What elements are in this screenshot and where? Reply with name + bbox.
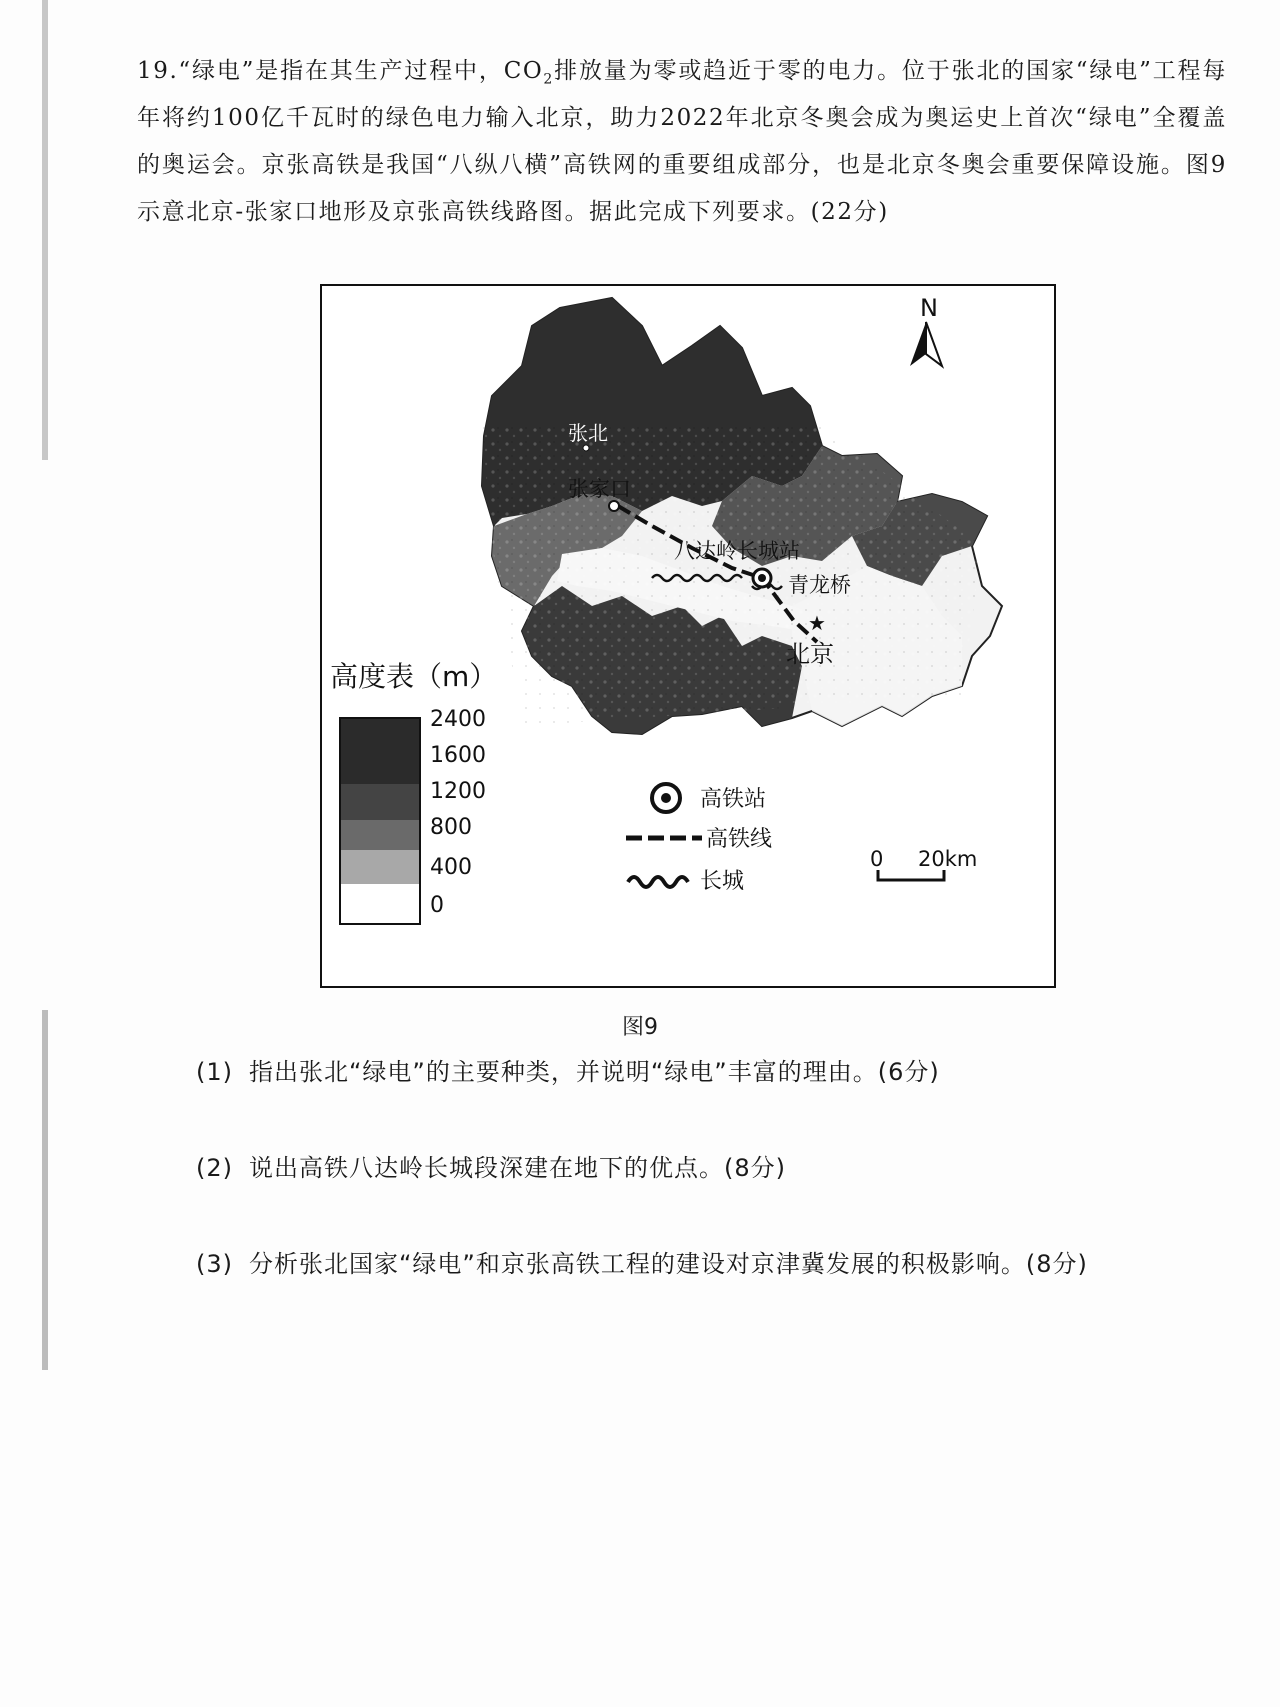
elevation-tick: 400 — [430, 855, 472, 880]
legend-great-wall-label: 长城 — [700, 869, 745, 894]
station-legend-icon-center — [661, 793, 671, 803]
elevation-band — [340, 718, 420, 784]
north-label: N — [920, 294, 938, 322]
zhangjiakou-point — [609, 501, 619, 511]
label-zhangjiakou: 张家口 — [568, 477, 631, 501]
elevation-band — [340, 820, 420, 850]
sub-question-1: (1) 指出张北“绿电”的主要种类，并说明“绿电”丰富的理由。(6分) — [196, 1058, 940, 1086]
scan-edge-mark — [42, 1010, 48, 1370]
elevation-band — [340, 850, 420, 884]
elevation-band — [340, 884, 420, 924]
scan-edge-mark — [42, 0, 48, 460]
scale-zero: 0 — [870, 847, 884, 871]
zhangbei-point — [583, 445, 589, 451]
question-number: 19. — [137, 58, 179, 84]
elevation-tick: 1200 — [430, 779, 486, 804]
elevation-legend-title: 高度表（m） — [330, 660, 498, 693]
elevation-tick: 800 — [430, 815, 472, 840]
legend-railway-label: 高铁线 — [706, 827, 773, 852]
elevation-tick: 0 — [430, 893, 444, 918]
elevation-tick: 1600 — [430, 743, 486, 768]
terrain-texture — [482, 426, 982, 726]
label-zhangbei: 张北 — [568, 421, 608, 445]
legend-station-label: 高铁站 — [700, 787, 767, 812]
elevation-tick: 2400 — [430, 707, 486, 732]
label-badaling-station: 八达岭长城站 — [674, 539, 800, 563]
north-arrow-icon — [910, 322, 926, 366]
scale-distance: 20km — [918, 847, 978, 871]
north-arrow-icon-half — [926, 322, 942, 366]
sub-question-3: (3) 分析张北国家“绿电”和京张高铁工程的建设对京津冀发展的积极影响。(8分) — [196, 1250, 1088, 1278]
sub-question-2: (2) 说出高铁八达岭长城段深建在地下的优点。(8分) — [196, 1154, 786, 1182]
scale-bar — [878, 870, 944, 880]
elevation-band — [340, 784, 420, 820]
terrain-map — [322, 286, 1058, 990]
great-wall-legend-icon — [628, 877, 688, 887]
elevation-color-bar — [340, 718, 420, 924]
question-intro: 19.“绿电”是指在其生产过程中，$CO_2$排放量为零或趋近于零的电力。位于张北的国家“绿电”工程每年将约100亿千瓦时的绿色电力输入北京，助力2022年北京冬奥会成为奥运史上首次“绿电”全覆盖的奥运会。京张高铁是我国“八纵八横”高铁网的重要组成部分，也是北京冬奥会重要保障设施。图9示意北京-张家口地形及京张高铁线路图。据此完成下列要求。(22分) — [137, 58, 1227, 225]
beijing-star-icon: ★ — [808, 611, 826, 635]
figure-caption: 图9 — [622, 1015, 658, 1040]
label-qinglongqiao: 青龙桥 — [788, 573, 851, 597]
station-icon-center — [758, 574, 766, 582]
figure-9-map — [320, 284, 1056, 988]
label-beijing: 北京 — [786, 640, 834, 668]
